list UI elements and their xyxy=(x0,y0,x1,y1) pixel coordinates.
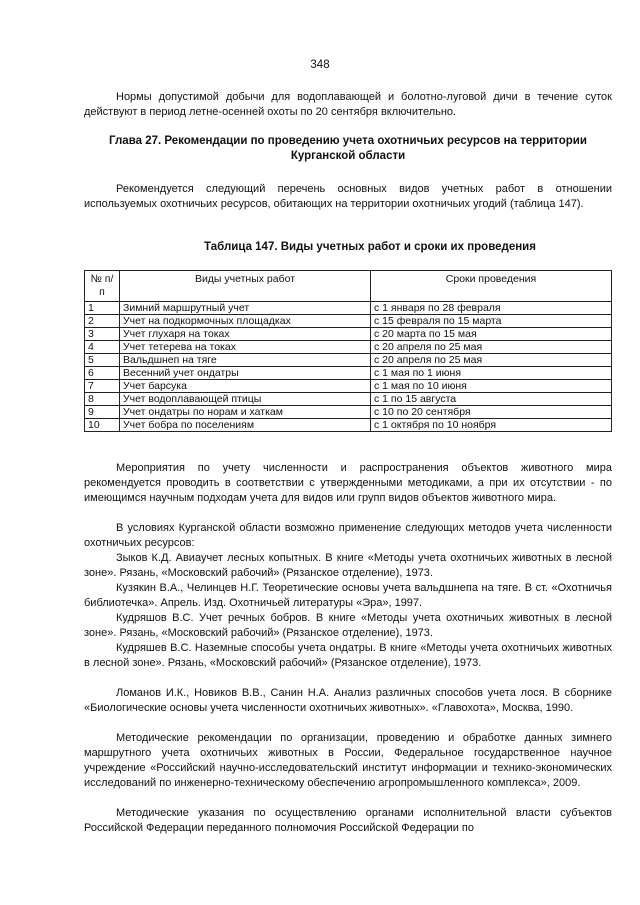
row-work-type: Вальдшнеп на тяге xyxy=(120,354,371,367)
survey-table xyxy=(84,270,612,432)
reference-item: Ломанов И.К., Новиков В.В., Санин Н.А. Анализ различных способов учета лося. В сборнике «Биологические основы учета численности охотничьих животных». «Главохота», Москва, 1990. xyxy=(84,687,612,714)
row-period: с 1 по 15 августа xyxy=(371,393,612,406)
table-row xyxy=(85,328,612,341)
page-number: 348 xyxy=(310,59,330,71)
body-paragraph: Мероприятия по учету численности и распространения объектов животного мира рекомендуется проводить в соответствии с утвержденными методиками, а при их отсутствии - по имеющимся научным подходам учета для видов или групп видов объектов животного мира. xyxy=(84,462,612,504)
recommend-paragraph: Рекомендуется следующий перечень основных видов учетных работ в отношении используемых охотничьих ресурсов, обитающих на территории охотничьих угодий (таблица 147). xyxy=(84,183,612,210)
table-row xyxy=(85,393,612,406)
reference-item: Методические рекомендации по организации, проведению и обработке данных зимнего маршрутного учета охотничьих животных в России, Федеральное государственное научное учреждение «Российский научно-исследовательский институт информации и технико-экономических исследований по инженерно-техническому обеспечению агропромышленного комплекса», 2009. xyxy=(84,732,612,789)
intro-paragraph: Нормы допустимой добычи для водоплавающей и болотно-луговой дичи в течение суток действуют в период летне-осенней охоты по 20 сентября включительно. xyxy=(84,91,612,118)
table-row xyxy=(85,315,612,328)
row-number: 7 xyxy=(85,380,120,393)
table-row xyxy=(85,367,612,380)
row-number: 6 xyxy=(85,367,120,380)
table-row xyxy=(85,419,612,432)
row-period: с 20 апреля по 25 мая xyxy=(371,341,612,354)
row-work-type: Учет на подкормочных площадках xyxy=(120,315,371,328)
row-period: с 10 по 20 сентября xyxy=(371,406,612,419)
header-work-type: Виды учетных работ xyxy=(120,271,371,302)
row-number: 3 xyxy=(85,328,120,341)
table-header-row xyxy=(85,271,612,302)
header-period: Сроки проведения xyxy=(371,271,612,302)
row-period: с 1 октября по 10 ноября xyxy=(371,419,612,432)
row-number: 1 xyxy=(85,302,120,315)
reference-item: Кудряшов В.С. Учет речных бобров. В книге «Методы учета охотничьих животных в лесной зоне». Рязань, «Московский рабочий» (Рязанское отделение), 1973. xyxy=(84,612,612,639)
chapter-heading: Глава 27. Рекомендации по проведению учета охотничьих ресурсов на территории Курганской области xyxy=(109,135,587,162)
row-period: с 1 мая по 1 июня xyxy=(371,367,612,380)
row-work-type: Весенний учет ондатры xyxy=(120,367,371,380)
table-row xyxy=(85,380,612,393)
row-work-type: Учет бобра по поселениям xyxy=(120,419,371,432)
row-period: с 1 мая по 10 июня xyxy=(371,380,612,393)
table-row xyxy=(85,354,612,367)
reference-item: Кузякин В.А., Челинцев Н.Г. Теоретические основы учета вальдшнепа на тяге. В ст. «Охотничья библиотечка». Апрель. Изд. Охотничьей литературы «Эра», 1997. xyxy=(84,582,612,609)
row-number: 10 xyxy=(85,419,120,432)
row-work-type: Учет глухаря на токах xyxy=(120,328,371,341)
reference-item: Методические указания по осуществлению органами исполнительной власти субъектов Российской Федерации переданного полномочия Российской Федерации по xyxy=(84,807,612,834)
row-work-type: Зимний маршрутный учет xyxy=(120,302,371,315)
row-period: с 1 января по 28 февраля xyxy=(371,302,612,315)
table-row xyxy=(85,406,612,419)
row-work-type: Учет водоплавающей птицы xyxy=(120,393,371,406)
row-number: 9 xyxy=(85,406,120,419)
row-period: с 20 апреля по 25 мая xyxy=(371,354,612,367)
table-caption: Таблица 147. Виды учетных работ и сроки их проведения xyxy=(204,241,536,253)
row-work-type: Учет ондатры по норам и хаткам xyxy=(120,406,371,419)
reference-item: Зыков К.Д. Авиаучет лесных копытных. В книге «Методы учета охотничьих животных в лесной зоне». Рязань, «Московский рабочий» (Рязанское отделение), 1973. xyxy=(84,552,612,579)
row-number: 2 xyxy=(85,315,120,328)
header-number: № п/п xyxy=(85,271,120,302)
row-period: с 20 марта по 15 мая xyxy=(371,328,612,341)
row-number: 8 xyxy=(85,393,120,406)
row-work-type: Учет тетерева на токах xyxy=(120,341,371,354)
row-work-type: Учет барсука xyxy=(120,380,371,393)
table-row xyxy=(85,341,612,354)
reference-item: Кудряшев В.С. Наземные способы учета ондатры. В книге «Методы учета охотничьих животных в лесной зоне». Рязань, «Московский рабочий» (Рязанское отделение), 1973. xyxy=(84,642,612,669)
row-number: 4 xyxy=(85,341,120,354)
row-period: с 15 февраля по 15 марта xyxy=(371,315,612,328)
table-row xyxy=(85,302,612,315)
row-number: 5 xyxy=(85,354,120,367)
body-paragraph: В условиях Курганской области возможно применение следующих методов учета численности охотничьих ресурсов: xyxy=(84,522,612,549)
